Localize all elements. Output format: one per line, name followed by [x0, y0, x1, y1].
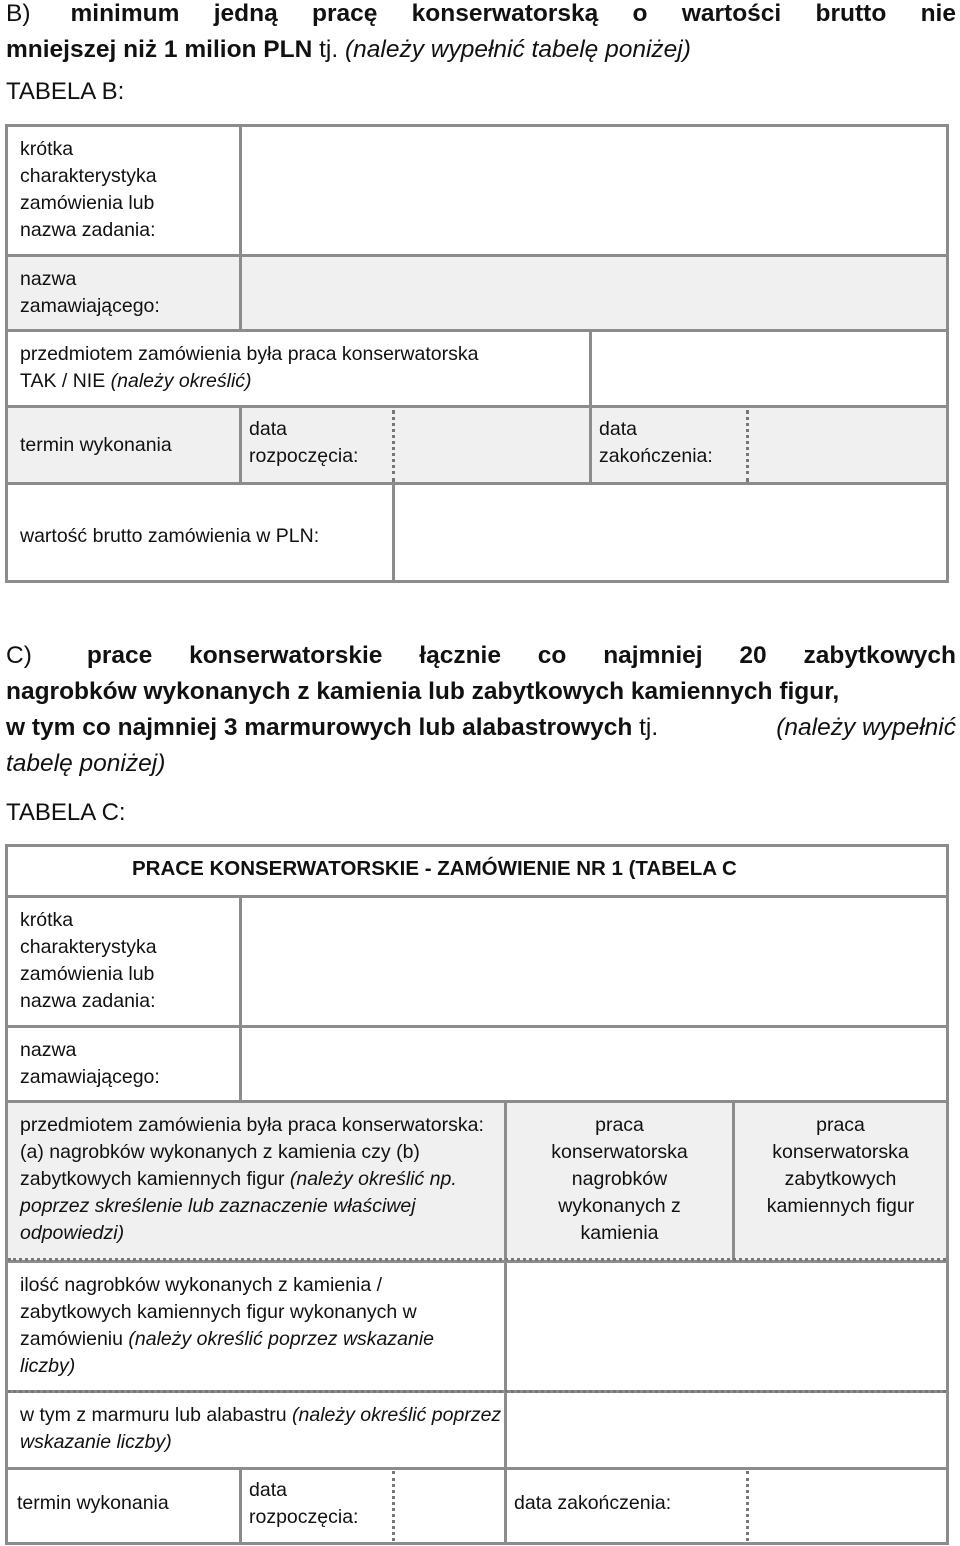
table-c-subject-label-cell [5, 1100, 507, 1263]
table-b-desc-value[interactable] [239, 124, 949, 257]
table-b-end-value[interactable] [750, 408, 946, 483]
table-b-end-divider [746, 410, 749, 482]
table-c-desc-value[interactable] [239, 895, 949, 1028]
table-c-marble-text: w tym z marmuru lub alabastru [20, 1404, 293, 1426]
table-c-client-label: nazwa zamawiającego: [20, 1039, 160, 1088]
table-c-end-divider [746, 1471, 749, 1541]
table-c-option-b: praca konserwatorska zabytkowych kamiennych figur [766, 1114, 915, 1217]
table-c-option-a-cell[interactable] [504, 1100, 735, 1263]
section-c-title-hint-2: tabelę poniżej) [6, 750, 166, 777]
table-c-option-a: praca konserwatorska nagrobków wykonanych z kamienia [551, 1114, 688, 1244]
table-c-end-label: data zakończenia: [514, 1492, 672, 1514]
table-c-count-value[interactable] [504, 1260, 949, 1393]
table-c-desc-label: krótka charakterystyka zamówienia lub nazwa zadania: [20, 909, 157, 1012]
section-c-heading-line-4 [6, 746, 956, 782]
table-b-client-label-cell [5, 254, 242, 332]
table-c-subject-hint: (należy określić np. poprzez skreślenie lub zaznaczenie właściwej odpowiedzi) [20, 1168, 457, 1244]
section-b-title-hint: (należy wypełnić tabelę poniżej) [344, 36, 691, 63]
table-b-gross-label: wartość brutto zamówienia w PLN: [20, 525, 320, 547]
table-c-title: PRACE KONSERWATORSKIE - ZAMÓWIENIE NR 1 (TABELA C [132, 857, 737, 880]
table-b-end-label: data zakończenia: [599, 418, 713, 467]
table-b-conservation-text: przedmiotem zamówienia była praca konserwatorska [20, 343, 479, 365]
table-b-client-label: nazwa zamawiającego: [20, 268, 160, 317]
section-b-title-2: mniejszej niż 1 milion PLN [6, 36, 313, 63]
table-b-conservation-label-cell [5, 329, 592, 408]
table-b-term-label: termin wykonania [20, 434, 172, 456]
table-c-option-b-cell[interactable] [732, 1100, 949, 1263]
section-c-heading-line-1 [6, 638, 956, 674]
table-b-term-label-cell [5, 405, 242, 485]
section-c-heading-line-3-text [6, 710, 776, 746]
section-b-heading [6, 0, 956, 68]
table-c-start-divider [392, 1471, 395, 1541]
section-c-title-tail: tj. [632, 714, 659, 741]
section-b-heading-line-1 [6, 0, 956, 32]
table-c-count-label [8, 1260, 504, 1380]
table-c-client-value[interactable] [239, 1025, 949, 1103]
table-b-gross-label-cell [5, 482, 395, 583]
table-b-start-value[interactable] [396, 408, 589, 483]
table-b-desc-label: krótka charakterystyka zamówienia lub nazwa zadania: [20, 138, 157, 241]
section-c-title-3: w tym co najmniej 3 marmurowych lub alabastrowych [6, 714, 633, 741]
table-c-marble-label-cell [5, 1392, 507, 1470]
section-b-heading-line-2 [6, 32, 956, 68]
section-c-heading [6, 638, 956, 782]
table-c-marble-value[interactable] [504, 1392, 949, 1470]
table-c-label: TABELA C: [6, 799, 126, 826]
table-b-client-value[interactable] [239, 254, 949, 332]
table-b-conservation-value[interactable] [589, 329, 949, 408]
table-c-count-hint: (należy określić poprzez wskazanie liczby) [20, 1328, 435, 1377]
table-c-desc-label-cell [5, 895, 242, 1028]
table-c-subject-label [8, 1103, 504, 1247]
table-b-conservation-yesno: TAK / NIE [20, 370, 111, 392]
table-b-gross-value[interactable] [392, 482, 949, 583]
section-c-title-2: nagrobków wykonanych z kamienia lub zabytkowych kamiennych figur, [6, 678, 840, 705]
table-c-marble-hint: (należy określić poprzez wskazanie liczby) [20, 1404, 502, 1453]
table-c-end-value[interactable] [750, 1470, 946, 1543]
table-c-subject-text: przedmiotem zamówienia była praca konserwatorska: (a) nagrobków wykonanych z kamienia czy (b) zabytkowych kamiennych figur [20, 1114, 484, 1190]
section-b-title-1: minimum jedną pracę konserwatorską o wartości brutto nie [70, 0, 956, 27]
table-c-client-label-cell [5, 1025, 242, 1103]
table-c-term-label: termin wykonania [17, 1492, 169, 1514]
table-c-count-text: ilość nagrobków wykonanych z kamienia / zabytkowych kamiennych figur wykonanych w zamówieniu [20, 1274, 417, 1350]
table-c-start-value[interactable] [396, 1470, 500, 1543]
table-b-start-label: data rozpoczęcia: [249, 418, 359, 467]
section-c-title-1: prace konserwatorskie łącznie co najmniej 20 zabytkowych [86, 642, 956, 669]
table-c-marble-label [8, 1392, 504, 1456]
table-b-start-divider [392, 410, 395, 482]
table-b-conservation-label [8, 332, 589, 395]
section-c-title-hint-1: (należy wypełnić [776, 714, 956, 741]
section-b-letter: B) [6, 0, 31, 27]
table-b-desc-label-cell [5, 124, 242, 257]
table-c-count-label-cell [5, 1260, 507, 1393]
section-c-letter: C) [6, 642, 32, 669]
table-b-conservation-hint: (należy określić) [110, 370, 252, 392]
section-c-heading-line-2 [6, 674, 956, 710]
table-c-title-cell [5, 844, 949, 898]
table-b-label: TABELA B: [6, 78, 125, 105]
section-b-title-tail: tj. [312, 36, 345, 63]
section-c-heading-line-3 [6, 710, 956, 746]
table-c-start-label: data rozpoczęcia: [249, 1479, 359, 1528]
